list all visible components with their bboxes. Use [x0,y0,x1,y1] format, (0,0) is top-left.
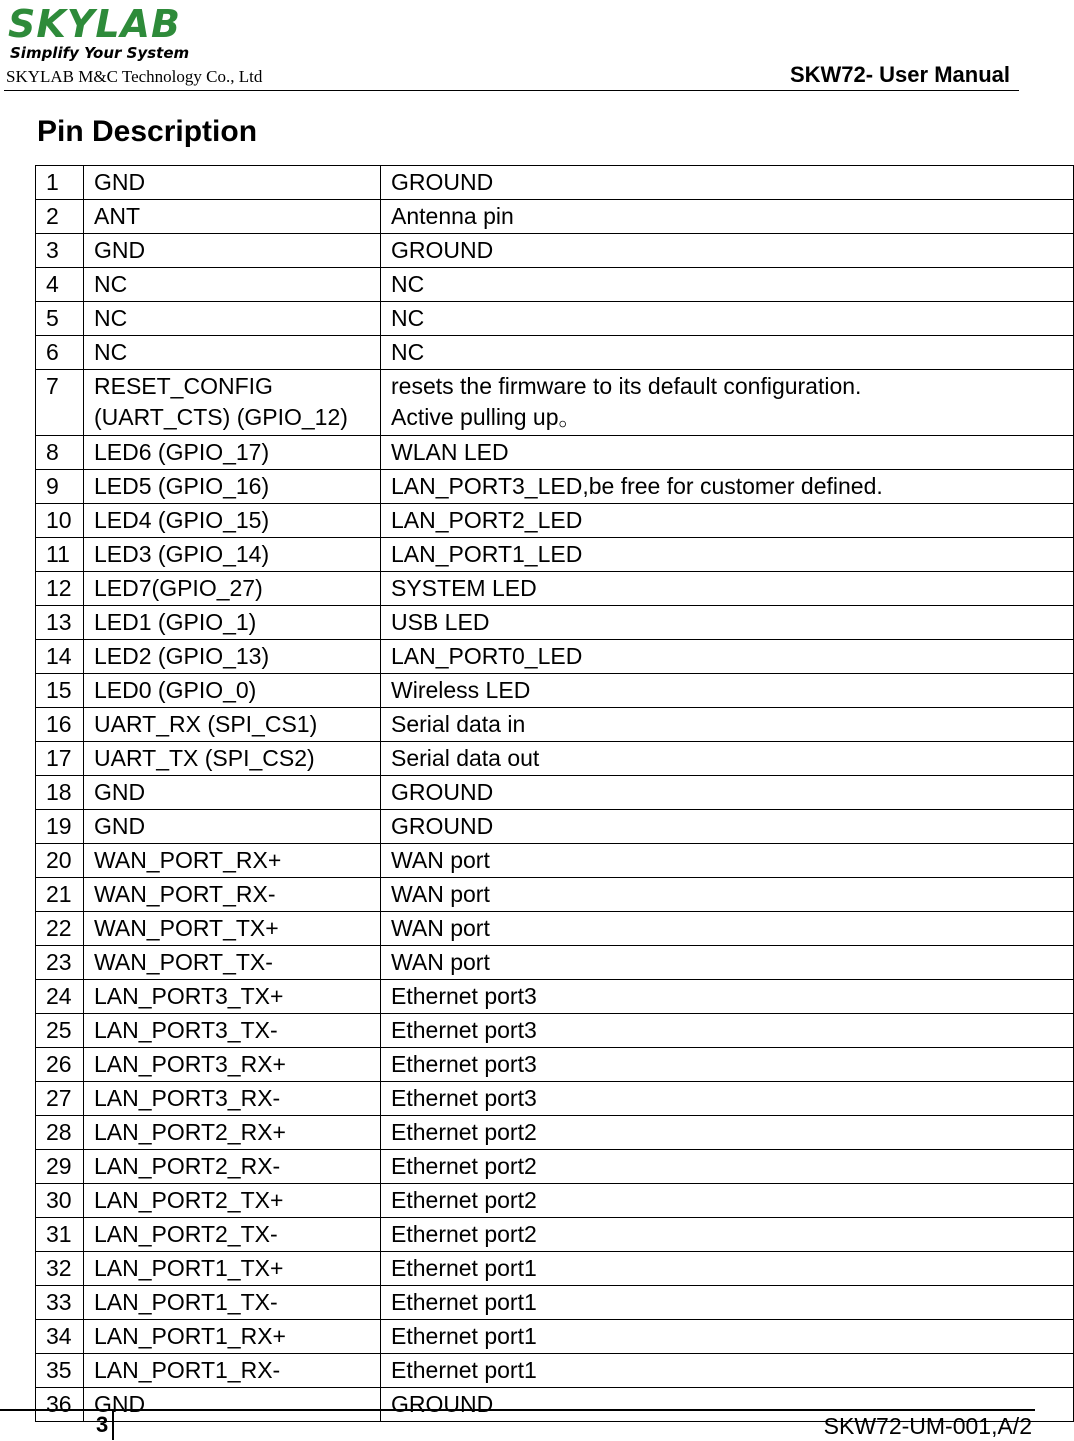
table-row [36,1150,1074,1184]
pin-description-cell [381,370,1074,436]
pin-number: 10 [36,504,84,538]
pin-description-cell [381,470,1074,504]
pin-name: UART_RX (SPI_CS1) [94,711,318,737]
pin-description-cell [381,640,1074,674]
pin-description: Ethernet port1 [391,1357,537,1383]
pin-description-cell [381,166,1074,200]
pin-name-cell [84,1150,381,1184]
pin-name: WAN_PORT_TX- [94,949,273,975]
pin-description: GROUND [391,779,494,805]
pin-number: 15 [36,674,84,708]
pin-description: Ethernet port2 [391,1119,537,1145]
pin-number: 6 [36,336,84,370]
pin-name-cell [84,912,381,946]
pin-name-cell [84,980,381,1014]
pin-description: NC [391,271,425,297]
manual-title: SKW72- User Manual [789,62,1010,87]
pin-description-cell [381,1082,1074,1116]
pin-description-cell [381,1184,1074,1218]
pin-number: 22 [36,912,84,946]
pin-description: LAN_PORT3_LED,be free for customer defined. [391,473,883,499]
pin-number: 9 [36,470,84,504]
pin-name-cell [84,336,381,370]
pin-description: Ethernet port2 [391,1187,537,1213]
pin-name-cell [84,504,381,538]
pin-number: 28 [36,1116,84,1150]
pin-description-cell [381,200,1074,234]
pin-number: 4 [36,268,84,302]
pin-number: 20 [36,844,84,878]
pin-number: 5 [36,302,84,336]
table-row [36,538,1074,572]
table-row [36,1116,1074,1150]
table-row [36,878,1074,912]
pin-name-cell [84,844,381,878]
pin-number: 23 [36,946,84,980]
pin-name-cell [84,640,381,674]
pin-description-cell [381,268,1074,302]
company-logo [8,4,208,64]
pin-name: NC [94,305,128,331]
header-divider [4,90,1019,91]
pin-number: 16 [36,708,84,742]
pin-number: 18 [36,776,84,810]
table-row [36,336,1074,370]
pin-description-cell [381,776,1074,810]
table-row [36,1286,1074,1320]
pin-description: Ethernet port3 [391,1017,537,1043]
pin-name-cell [84,1218,381,1252]
pin-description-cell [381,302,1074,336]
pin-name: GND [94,779,146,805]
table-row [36,470,1074,504]
table-row [36,302,1074,336]
pin-number: 36 [36,1388,84,1422]
pin-description: LAN_PORT0_LED [391,643,583,669]
pin-description: GROUND [391,169,494,195]
pin-number: 11 [36,538,84,572]
pin-name-cell [84,470,381,504]
pin-description: LAN_PORT1_LED [391,541,583,567]
pin-description-cell [381,878,1074,912]
pin-number: 13 [36,606,84,640]
pin-number: 7 [36,370,84,436]
pin-name-cell [84,1320,381,1354]
pin-number: 14 [36,640,84,674]
pin-name: LED5 (GPIO_16) [94,473,270,499]
table-row [36,980,1074,1014]
pin-name: LED4 (GPIO_15) [94,507,270,533]
pin-number: 35 [36,1354,84,1388]
logo-tagline: Simplify Your System [10,44,190,62]
pin-name-cell [84,1082,381,1116]
pin-name-cell [84,946,381,980]
pin-number: 34 [36,1320,84,1354]
pin-name-cell [84,674,381,708]
pin-description-cell [381,436,1074,470]
pin-name-cell [84,878,381,912]
pin-number: 21 [36,878,84,912]
pin-name-cell [84,370,381,436]
company-name: SKYLAB M&C Technology Co., Ltd [6,67,263,86]
pin-name: GND [94,813,146,839]
pin-name-cell [84,268,381,302]
pin-description-cell [381,810,1074,844]
pin-description: WAN port [391,949,490,975]
table-row [36,640,1074,674]
pin-name: LED1 (GPIO_1) [94,609,257,635]
pin-name-cell [84,1048,381,1082]
table-row [36,1354,1074,1388]
pin-name-cell [84,1388,381,1422]
pin-description-cell [381,1014,1074,1048]
pin-name-cell [84,606,381,640]
pin-description: Antenna pin [391,203,514,229]
pin-name-cell [84,1184,381,1218]
pin-name: LAN_PORT3_RX- [94,1085,281,1111]
pin-name-cell [84,200,381,234]
pin-description: Wireless LED [391,677,531,703]
table-row [36,674,1074,708]
pin-description-cell [381,606,1074,640]
pin-number: 1 [36,166,84,200]
pin-description: USB LED [391,609,490,635]
pin-description: Ethernet port3 [391,1085,537,1111]
pin-description-cell [381,1116,1074,1150]
pin-name-cell [84,302,381,336]
pin-name: LAN_PORT1_RX+ [94,1323,286,1349]
pin-description-cell [381,336,1074,370]
table-row [36,1252,1074,1286]
pin-name-cell [84,776,381,810]
pin-name: RESET_CONFIG [94,373,273,399]
pin-description-cell [381,708,1074,742]
pin-name: NC [94,339,128,365]
table-row [36,370,1074,436]
pin-description-cell [381,1252,1074,1286]
pin-number: 26 [36,1048,84,1082]
pin-description: NC [391,305,425,331]
pin-description-cell [381,1320,1074,1354]
pin-name-cell [84,708,381,742]
pin-name: LAN_PORT3_TX+ [94,983,284,1009]
pin-description: Ethernet port3 [391,983,537,1009]
table-row [36,606,1074,640]
pin-number: 2 [36,200,84,234]
table-row [36,946,1074,980]
pin-number: 12 [36,572,84,606]
pin-name-cell [84,234,381,268]
pin-name-cell [84,1354,381,1388]
pin-name: LAN_PORT1_RX- [94,1357,281,1383]
table-row [36,1320,1074,1354]
pin-description-cell [381,234,1074,268]
pin-description: Ethernet port1 [391,1255,537,1281]
table-row [36,504,1074,538]
table-row [36,708,1074,742]
table-row [36,1218,1074,1252]
pin-description-cell [381,1150,1074,1184]
pin-name: WAN_PORT_TX+ [94,915,279,941]
pin-description: WAN port [391,881,490,907]
pin-description-cell [381,1218,1074,1252]
pin-description: GROUND [391,237,494,263]
table-row [36,912,1074,946]
pin-name: GND [94,1391,146,1417]
pin-description: GROUND [391,813,494,839]
pin-name-cell [84,1286,381,1320]
pin-description: Ethernet port2 [391,1153,537,1179]
pin-description: GROUND [391,1391,494,1417]
table-row [36,1014,1074,1048]
table-row [36,844,1074,878]
pin-name: LAN_PORT3_TX- [94,1017,278,1043]
pin-name-cell [84,436,381,470]
pin-name-cell [84,538,381,572]
pin-name-cell [84,1014,381,1048]
pin-name: LAN_PORT2_RX- [94,1153,281,1179]
footer-divider [0,1409,1035,1411]
pin-description: NC [391,339,425,365]
pin-name: LED6 (GPIO_17) [94,439,270,465]
table-row [36,268,1074,302]
pin-description-cell [381,742,1074,776]
pin-number: 27 [36,1082,84,1116]
pin-name-cell [84,1116,381,1150]
pin-description-cell [381,538,1074,572]
pin-number: 25 [36,1014,84,1048]
pin-name: NC [94,271,128,297]
page-number: 3 [96,1410,114,1440]
pin-description: WLAN LED [391,439,509,465]
table-row [36,1184,1074,1218]
table-row [36,776,1074,810]
pin-name-cell [84,810,381,844]
pin-number: 31 [36,1218,84,1252]
pin-name: GND [94,169,146,195]
pin-description: Ethernet port3 [391,1051,537,1077]
pin-description: SYSTEM LED [391,575,537,601]
pin-number: 8 [36,436,84,470]
pin-description: Ethernet port1 [391,1323,537,1349]
pin-number: 33 [36,1286,84,1320]
pin-name: GND [94,237,146,263]
pin-description: Ethernet port1 [391,1289,537,1315]
table-row [36,1082,1074,1116]
pin-description-line2: Active pulling up。 [391,404,582,430]
pin-number: 24 [36,980,84,1014]
pin-description-cell [381,980,1074,1014]
table-row [36,742,1074,776]
pin-table [35,165,1074,1422]
pin-name-cell [84,166,381,200]
pin-number: 17 [36,742,84,776]
pin-description: WAN port [391,847,490,873]
pin-description-cell [381,504,1074,538]
table-row [36,1048,1074,1082]
pin-name: LAN_PORT2_TX+ [94,1187,284,1213]
pin-name: LAN_PORT3_RX+ [94,1051,286,1077]
pin-description-cell [381,1048,1074,1082]
pin-name: LAN_PORT1_TX- [94,1289,278,1315]
pin-description-cell [381,572,1074,606]
pin-name: UART_TX (SPI_CS2) [94,745,315,771]
pin-description-cell [381,674,1074,708]
pin-description: Serial data in [391,711,526,737]
pin-name: ANT [94,203,140,229]
pin-number: 30 [36,1184,84,1218]
logo-wordmark: SKYLAB [8,2,181,46]
pin-number: 29 [36,1150,84,1184]
pin-name: LED7(GPIO_27) [94,575,263,601]
pin-name: LED0 (GPIO_0) [94,677,257,703]
pin-description-cell [381,912,1074,946]
table-row [36,166,1074,200]
table-row [36,436,1074,470]
pin-name-cell [84,572,381,606]
pin-description-cell [381,1354,1074,1388]
pin-name-cell [84,742,381,776]
pin-description: Ethernet port2 [391,1221,537,1247]
pin-description: WAN port [391,915,490,941]
pin-name-cell [84,1252,381,1286]
table-row [36,200,1074,234]
page-title: Pin Description [37,115,258,148]
pin-number: 3 [36,234,84,268]
table-row [36,572,1074,606]
table-row [36,810,1074,844]
pin-description-cell [381,844,1074,878]
pin-description: Serial data out [391,745,540,771]
pin-name: LED2 (GPIO_13) [94,643,270,669]
pin-number: 19 [36,810,84,844]
pin-table-body [36,166,1074,1422]
pin-name: LAN_PORT2_RX+ [94,1119,286,1145]
pin-description: LAN_PORT2_LED [391,507,583,533]
pin-name: LAN_PORT1_TX+ [94,1255,284,1281]
pin-name: LED3 (GPIO_14) [94,541,270,567]
pin-name: WAN_PORT_RX+ [94,847,282,873]
pin-description-cell [381,946,1074,980]
pin-name: WAN_PORT_RX- [94,881,276,907]
pin-name-line2: (UART_CTS) (GPIO_12) [94,404,348,430]
document-id: SKW72-UM-001,A/2 [823,1413,1032,1439]
pin-description: resets the firmware to its default configuration. [391,373,862,399]
pin-number: 32 [36,1252,84,1286]
pin-description-cell [381,1286,1074,1320]
pin-name: LAN_PORT2_TX- [94,1221,278,1247]
table-row [36,234,1074,268]
